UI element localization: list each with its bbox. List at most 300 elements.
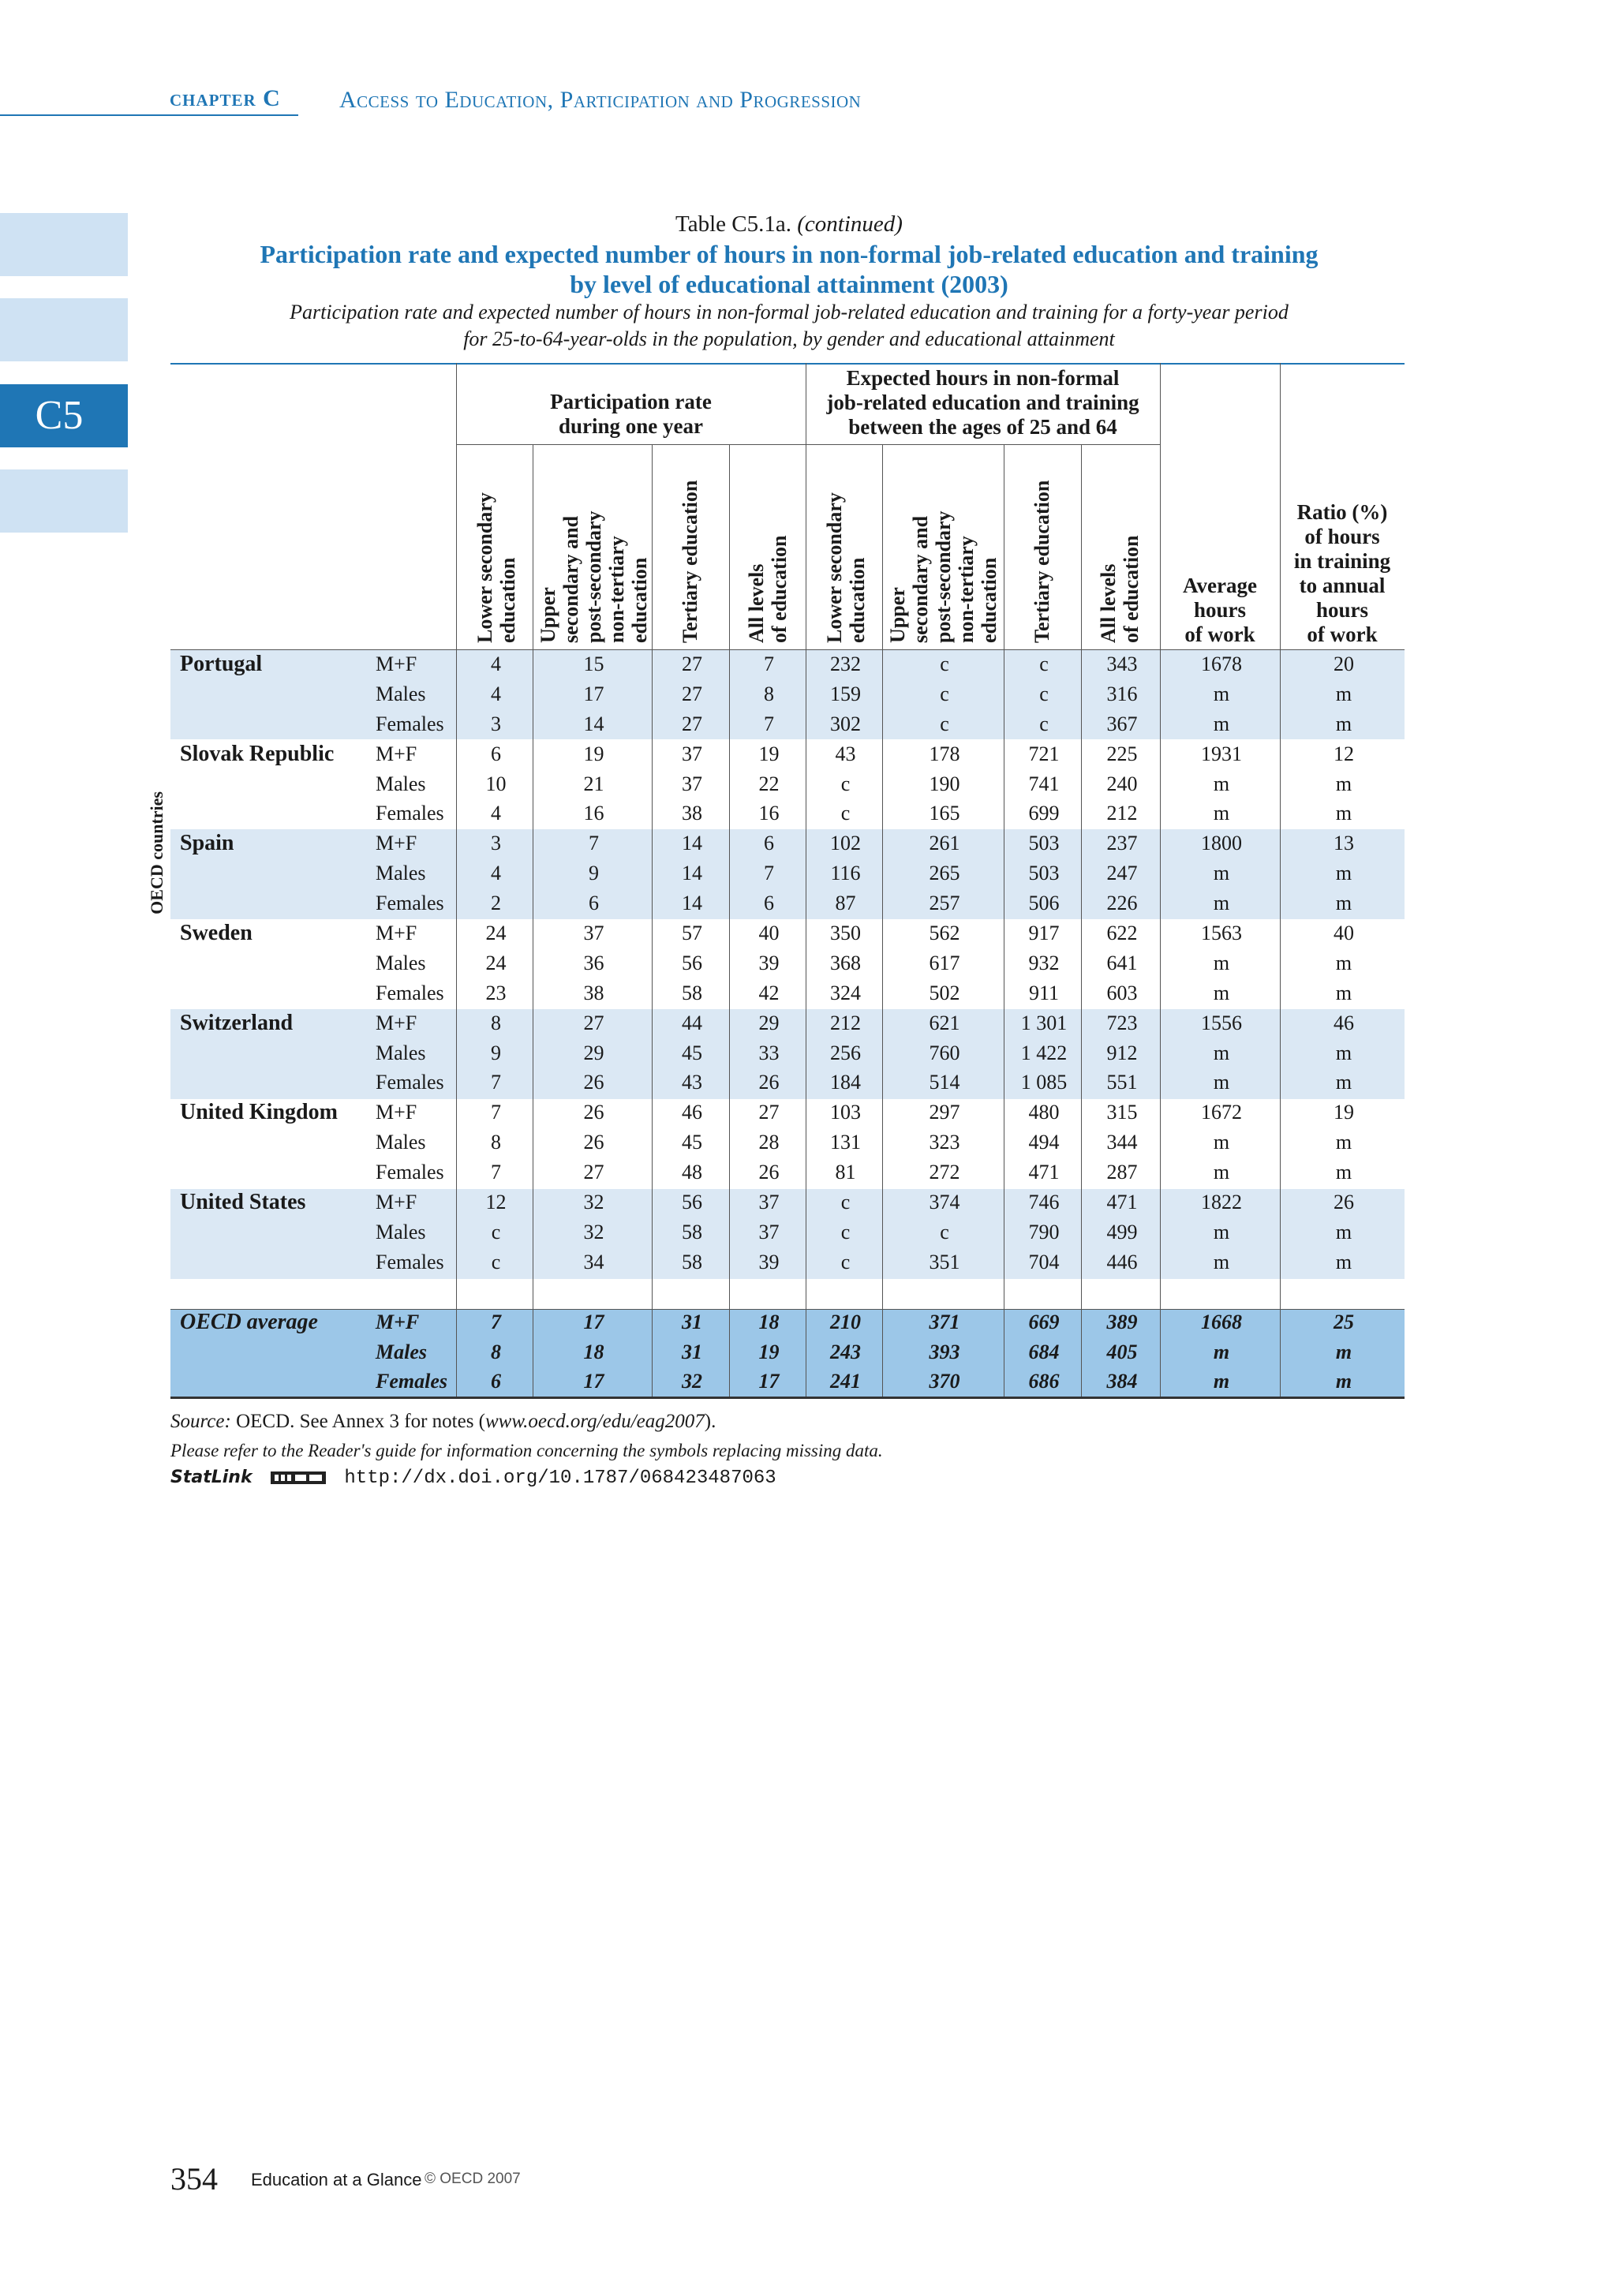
country-cell: Portugal — [180, 651, 263, 676]
value-cell: 471 — [1106, 1190, 1138, 1213]
value-cell: 684 — [1028, 1340, 1060, 1363]
value-cell: m — [1335, 951, 1352, 974]
value-cell: m — [1213, 892, 1230, 915]
value-cell: 38 — [682, 802, 702, 825]
value-cell: m — [1213, 712, 1230, 735]
country-cell — [170, 709, 376, 739]
header-line: All levels — [745, 563, 768, 643]
value-cell: 247 — [1106, 862, 1138, 885]
value-cell: 40 — [1334, 921, 1354, 944]
value-cell: 502 — [929, 981, 960, 1004]
country-cell — [170, 858, 376, 888]
country-cell — [170, 1217, 376, 1247]
value-cell: m — [1213, 682, 1230, 705]
value-cell: 790 — [1028, 1220, 1060, 1243]
value-cell: c — [840, 772, 851, 795]
book-title: Education at a Glance — [251, 2170, 422, 2189]
value-cell: 256 — [830, 1041, 861, 1064]
value-cell: 58 — [682, 1250, 702, 1273]
value-cell: c — [840, 1220, 851, 1243]
value-cell: 58 — [682, 981, 702, 1004]
table-row — [170, 1068, 1406, 1098]
value-cell: 102 — [830, 832, 861, 855]
value-cell: 178 — [929, 742, 960, 765]
data-table — [170, 649, 1406, 1397]
header-line: Upper — [886, 587, 909, 643]
value-cell: 551 — [1106, 1071, 1138, 1094]
country-cell — [170, 1127, 376, 1157]
value-cell: 7 — [491, 1161, 501, 1184]
value-cell: 1931 — [1201, 742, 1242, 765]
value-cell: m — [1335, 1131, 1352, 1154]
value-cell: c — [1039, 652, 1049, 675]
value-cell: m — [1335, 1161, 1352, 1184]
col-header-e-upper — [886, 454, 1001, 643]
value-cell: 1668 — [1201, 1310, 1242, 1333]
value-cell: m — [1213, 1340, 1230, 1363]
header-line: in training — [1293, 549, 1391, 573]
value-cell: 28 — [758, 1131, 780, 1154]
value-cell: 324 — [830, 981, 861, 1004]
country-cell: United Kingdom — [180, 1100, 338, 1125]
value-cell: c — [840, 802, 851, 825]
spacer-row — [170, 1277, 1406, 1307]
value-cell: 32 — [583, 1190, 604, 1213]
gender-cell: Females — [376, 1071, 444, 1094]
group-header-line: during one year — [558, 414, 703, 438]
value-cell: 29 — [583, 1041, 604, 1064]
value-cell: 24 — [485, 951, 507, 974]
value-cell: 27 — [583, 1161, 604, 1184]
value-cell: 20 — [1334, 652, 1354, 675]
table-row — [170, 858, 1406, 888]
value-cell: 506 — [1028, 892, 1060, 915]
value-cell: 13 — [1334, 832, 1354, 855]
gender-cell: Males — [376, 682, 426, 705]
col-header-p-tertiary — [679, 454, 701, 643]
country-cell — [170, 1247, 376, 1277]
value-cell: 641 — [1106, 951, 1138, 974]
value-cell: 37 — [583, 921, 604, 944]
value-cell: 746 — [1028, 1190, 1060, 1213]
value-cell: 704 — [1028, 1250, 1060, 1273]
value-cell: 10 — [485, 772, 507, 795]
value-cell: 184 — [830, 1071, 861, 1094]
value-cell: 316 — [1106, 682, 1138, 705]
value-cell: 225 — [1106, 742, 1138, 765]
value-cell: 741 — [1028, 772, 1060, 795]
value-cell: 45 — [682, 1041, 702, 1064]
value-cell: 19 — [1334, 1101, 1354, 1124]
header-line: education — [978, 557, 1001, 643]
country-cell — [170, 769, 376, 799]
value-cell: m — [1335, 892, 1352, 915]
table-row — [170, 1038, 1406, 1068]
value-cell: m — [1335, 981, 1352, 1004]
reader-guide-note: Please refer to the Reader's guide for information concerning the symbols replacing missing data. — [170, 1441, 883, 1460]
group-header-line: Expected hours in non-formal — [846, 366, 1120, 390]
row-group-label: OECD countries — [147, 791, 166, 914]
value-cell: 1 085 — [1020, 1071, 1068, 1094]
value-cell: c — [1039, 712, 1049, 735]
header-line: secondary and — [909, 515, 932, 643]
header-line: of work — [1307, 623, 1378, 646]
value-cell: 24 — [485, 921, 507, 944]
table-row — [170, 649, 1406, 679]
value-cell: 1822 — [1201, 1190, 1242, 1213]
value-cell: m — [1213, 862, 1230, 885]
value-cell: 33 — [758, 1041, 780, 1064]
value-cell: m — [1213, 1041, 1230, 1064]
header-line: Lower secondary — [473, 492, 496, 643]
group-header-line: Participation rate — [550, 390, 712, 413]
value-cell: 17 — [758, 1370, 780, 1393]
side-tab-label: C5 — [35, 393, 84, 438]
group-header-line: job-related education and training — [826, 391, 1139, 414]
value-cell: 240 — [1106, 772, 1138, 795]
country-cell — [170, 888, 376, 918]
value-cell: 23 — [485, 981, 507, 1004]
value-cell: 40 — [758, 921, 780, 944]
value-cell: c — [840, 1190, 851, 1213]
value-cell: 46 — [1334, 1011, 1354, 1034]
value-cell: m — [1335, 1370, 1352, 1393]
value-cell: 46 — [682, 1101, 702, 1124]
country-cell — [170, 1068, 376, 1098]
group-header-line: between the ages of 25 and 64 — [848, 415, 1117, 439]
value-cell: 34 — [583, 1250, 604, 1273]
value-cell: 2 — [491, 892, 501, 915]
value-cell: 686 — [1028, 1370, 1060, 1393]
value-cell: 212 — [830, 1011, 861, 1034]
country-cell: United States — [180, 1189, 306, 1214]
gender-cell: M+F — [376, 832, 417, 855]
table-row — [170, 948, 1406, 978]
value-cell: 4 — [491, 652, 501, 675]
value-cell: c — [940, 682, 949, 705]
value-cell: c — [491, 1250, 501, 1273]
header-line: post-secondary — [932, 510, 955, 643]
value-cell: 370 — [929, 1370, 960, 1393]
value-cell: 26 — [583, 1101, 604, 1124]
value-cell: 29 — [758, 1011, 780, 1034]
value-cell: 103 — [830, 1101, 861, 1124]
value-cell: 165 — [929, 802, 960, 825]
header-line: of education — [768, 535, 791, 643]
col-header-avg-hours — [1160, 574, 1280, 647]
chapter-label: chapter C — [170, 85, 281, 111]
header-line: Lower secondary — [823, 492, 846, 643]
value-cell: m — [1335, 682, 1352, 705]
value-cell: 446 — [1106, 1250, 1138, 1273]
gender-cell: Females — [376, 1370, 447, 1393]
value-cell: 32 — [583, 1220, 604, 1243]
value-cell: 237 — [1106, 832, 1138, 855]
expected-hours-group-header — [806, 366, 1160, 439]
value-cell: 393 — [929, 1340, 960, 1363]
value-cell: 210 — [830, 1310, 861, 1333]
value-cell: 351 — [929, 1250, 960, 1273]
statlink-url[interactable]: http://dx.doi.org/10.1787/068423487063 — [344, 1468, 776, 1489]
statlink-icon — [270, 1469, 327, 1486]
value-cell: 480 — [1028, 1101, 1060, 1124]
gender-cell: Females — [376, 1250, 444, 1273]
value-cell: m — [1213, 772, 1230, 795]
side-tab — [0, 469, 128, 533]
header-line: hours — [1193, 598, 1247, 622]
value-cell: 371 — [929, 1310, 960, 1333]
country-cell: Spain — [180, 831, 234, 856]
value-cell: 31 — [682, 1340, 702, 1363]
value-cell: 243 — [830, 1340, 861, 1363]
gender-cell: M+F — [376, 1190, 417, 1213]
gender-cell: Females — [376, 892, 444, 915]
value-cell: 27 — [583, 1011, 604, 1034]
value-cell: m — [1213, 1131, 1230, 1154]
country-cell: Slovak Republic — [180, 741, 335, 766]
header-line: of hours — [1304, 525, 1380, 548]
copyright: © OECD 2007 — [425, 2171, 521, 2187]
value-cell: m — [1213, 1161, 1230, 1184]
value-cell: m — [1335, 1041, 1352, 1064]
country-cell: OECD average — [180, 1309, 318, 1334]
value-cell: 22 — [758, 772, 780, 795]
value-cell: 499 — [1106, 1220, 1138, 1243]
value-cell: 232 — [830, 652, 861, 675]
table-row — [170, 798, 1406, 828]
value-cell: 12 — [1334, 742, 1354, 765]
value-cell: 131 — [830, 1131, 861, 1154]
value-cell: 4 — [491, 862, 501, 885]
table-row — [170, 1157, 1406, 1187]
value-cell: 17 — [583, 1310, 604, 1333]
source-label: Source: — [170, 1411, 231, 1432]
value-cell: 6 — [764, 892, 774, 915]
value-cell: 368 — [830, 951, 861, 974]
col-header-p-all — [745, 454, 791, 643]
value-cell: 603 — [1106, 981, 1138, 1004]
header-line: of work — [1184, 623, 1255, 646]
value-cell: 1563 — [1201, 921, 1242, 944]
value-cell: m — [1213, 1250, 1230, 1273]
country-cell: Sweden — [180, 920, 252, 945]
value-cell: 1678 — [1201, 652, 1242, 675]
value-cell: 18 — [758, 1310, 780, 1333]
header-line: to annual — [1299, 574, 1386, 597]
value-cell: 26 — [758, 1161, 780, 1184]
average-row — [170, 1337, 1406, 1367]
value-cell: c — [491, 1220, 501, 1243]
statlink — [170, 1468, 776, 1489]
value-cell: 19 — [758, 742, 780, 765]
table-label — [0, 211, 1578, 237]
header-line: non-tertiary — [605, 536, 628, 643]
value-cell: m — [1335, 712, 1352, 735]
gender-cell: M+F — [376, 921, 417, 944]
col-header-e-all — [1097, 454, 1143, 643]
value-cell: 43 — [682, 1071, 702, 1094]
header-line: of education — [1120, 535, 1143, 643]
value-cell: 6 — [764, 832, 774, 855]
value-cell: 37 — [682, 772, 702, 795]
gender-cell: Males — [376, 1131, 426, 1154]
header-line: education — [496, 557, 519, 643]
value-cell: 212 — [1106, 802, 1138, 825]
value-cell: 43 — [835, 742, 856, 765]
value-cell: 226 — [1106, 892, 1138, 915]
value-cell: 56 — [682, 1190, 702, 1213]
country-cell — [170, 1157, 376, 1187]
value-cell: 25 — [1334, 1310, 1354, 1333]
value-cell: 917 — [1028, 921, 1060, 944]
table-continued: (continued) — [797, 211, 903, 237]
value-cell: 190 — [929, 772, 960, 795]
table-title-line1: Participation rate and expected number of hours in non-formal job-related education and training — [260, 240, 1319, 268]
table-row — [170, 1098, 1406, 1127]
value-cell: 159 — [830, 682, 861, 705]
spacer-cell — [170, 1277, 1406, 1307]
gender-cell: Males — [376, 772, 426, 795]
country-cell — [170, 1337, 376, 1367]
value-cell: 389 — [1106, 1310, 1138, 1333]
value-cell: 58 — [682, 1220, 702, 1243]
value-cell: 32 — [682, 1370, 702, 1393]
header-line: Tertiary education — [1031, 480, 1053, 643]
value-cell: 27 — [682, 652, 702, 675]
value-cell: 367 — [1106, 712, 1138, 735]
value-cell: 7 — [764, 862, 774, 885]
value-cell: 48 — [682, 1161, 702, 1184]
value-cell: 18 — [583, 1340, 604, 1363]
value-cell: 4 — [491, 682, 501, 705]
participation-group-header — [456, 390, 806, 439]
country-cell — [170, 798, 376, 828]
country-cell — [170, 1038, 376, 1068]
gender-cell: Males — [376, 951, 426, 974]
value-cell: 3 — [491, 832, 501, 855]
table-row — [170, 1217, 1406, 1247]
value-cell: 26 — [1334, 1190, 1354, 1213]
value-cell: 622 — [1106, 921, 1138, 944]
table-body — [170, 649, 1406, 1397]
value-cell: 19 — [758, 1340, 780, 1363]
value-cell: 257 — [929, 892, 960, 915]
value-cell: 315 — [1106, 1101, 1138, 1124]
value-cell: 21 — [583, 772, 604, 795]
value-cell: 38 — [583, 981, 604, 1004]
chapter-title: Access to Education, Participation and Progression — [339, 87, 862, 113]
table-top-rule — [170, 363, 1405, 365]
header-line: education — [846, 557, 869, 643]
value-cell: m — [1213, 981, 1230, 1004]
value-cell: 9 — [491, 1041, 501, 1064]
value-cell: c — [940, 652, 949, 675]
value-cell: 241 — [830, 1370, 861, 1393]
header-rule — [0, 114, 298, 116]
value-cell: c — [840, 1250, 851, 1273]
group-rule — [456, 444, 1160, 445]
gender-cell: Females — [376, 1161, 444, 1184]
gender-cell: Females — [376, 802, 444, 825]
value-cell: 384 — [1106, 1370, 1138, 1393]
value-cell: 27 — [682, 712, 702, 735]
value-cell: 514 — [929, 1071, 960, 1094]
value-cell: 44 — [682, 1011, 702, 1034]
header-line: Average — [1183, 574, 1257, 597]
gender-cell: M+F — [376, 1310, 420, 1333]
page-number: 354 — [170, 2161, 218, 2197]
value-cell: 26 — [583, 1131, 604, 1154]
value-cell: 4 — [491, 802, 501, 825]
value-cell: 8 — [764, 682, 774, 705]
table-row — [170, 978, 1406, 1008]
country-cell — [170, 948, 376, 978]
country-cell — [170, 1367, 376, 1397]
source-text: OECD. See Annex 3 for notes ( — [236, 1411, 485, 1432]
value-cell: 57 — [682, 921, 702, 944]
value-cell: 27 — [758, 1101, 780, 1124]
value-cell: 8 — [491, 1340, 501, 1363]
source-url[interactable]: www.oecd.org/edu/eag2007 — [485, 1411, 705, 1432]
header-line: secondary and — [559, 515, 582, 643]
table-row — [170, 709, 1406, 739]
header-line: education — [628, 557, 651, 643]
table-subtitle-line2: for 25-to-64-year-olds in the population, by gender and educational attainment — [463, 327, 1115, 350]
gender-cell: Females — [376, 712, 444, 735]
table-row — [170, 679, 1406, 709]
value-cell: 272 — [929, 1161, 960, 1184]
value-cell: m — [1335, 802, 1352, 825]
col-header-ratio — [1280, 500, 1405, 647]
value-cell: 760 — [929, 1041, 960, 1064]
value-cell: 87 — [835, 892, 856, 915]
value-cell: 617 — [929, 951, 960, 974]
header-line: All levels — [1097, 563, 1120, 643]
value-cell: 3 — [491, 712, 501, 735]
table-row — [170, 769, 1406, 799]
value-cell: m — [1335, 1340, 1352, 1363]
value-cell: c — [1039, 682, 1049, 705]
value-cell: 503 — [1028, 862, 1060, 885]
value-cell: 562 — [929, 921, 960, 944]
value-cell: 17 — [583, 1370, 604, 1393]
gender-cell: M+F — [376, 1011, 417, 1034]
value-cell: 14 — [682, 862, 702, 885]
value-cell: 81 — [835, 1161, 856, 1184]
value-cell: 261 — [929, 832, 960, 855]
value-cell: 669 — [1028, 1310, 1060, 1333]
gender-cell: M+F — [376, 652, 417, 675]
value-cell: 26 — [758, 1071, 780, 1094]
table-subtitle-line1: Participation rate and expected number of hours in non-formal job-related education and training for a forty-year period — [290, 301, 1289, 323]
value-cell: c — [940, 1220, 949, 1243]
gender-cell: M+F — [376, 1101, 417, 1124]
header-line: post-secondary — [582, 510, 605, 643]
gender-cell: Males — [376, 1041, 426, 1064]
header-line: Upper — [537, 587, 559, 643]
gender-cell: Males — [376, 1340, 427, 1363]
value-cell: 912 — [1106, 1041, 1138, 1064]
header-line: Tertiary education — [679, 480, 701, 643]
average-row — [170, 1367, 1406, 1397]
value-cell: 39 — [758, 1250, 780, 1273]
value-cell: m — [1213, 802, 1230, 825]
value-cell: 343 — [1106, 652, 1138, 675]
value-cell: 7 — [491, 1071, 501, 1094]
col-header-e-tertiary — [1031, 454, 1053, 643]
value-cell: 8 — [491, 1011, 501, 1034]
value-cell: 39 — [758, 951, 780, 974]
